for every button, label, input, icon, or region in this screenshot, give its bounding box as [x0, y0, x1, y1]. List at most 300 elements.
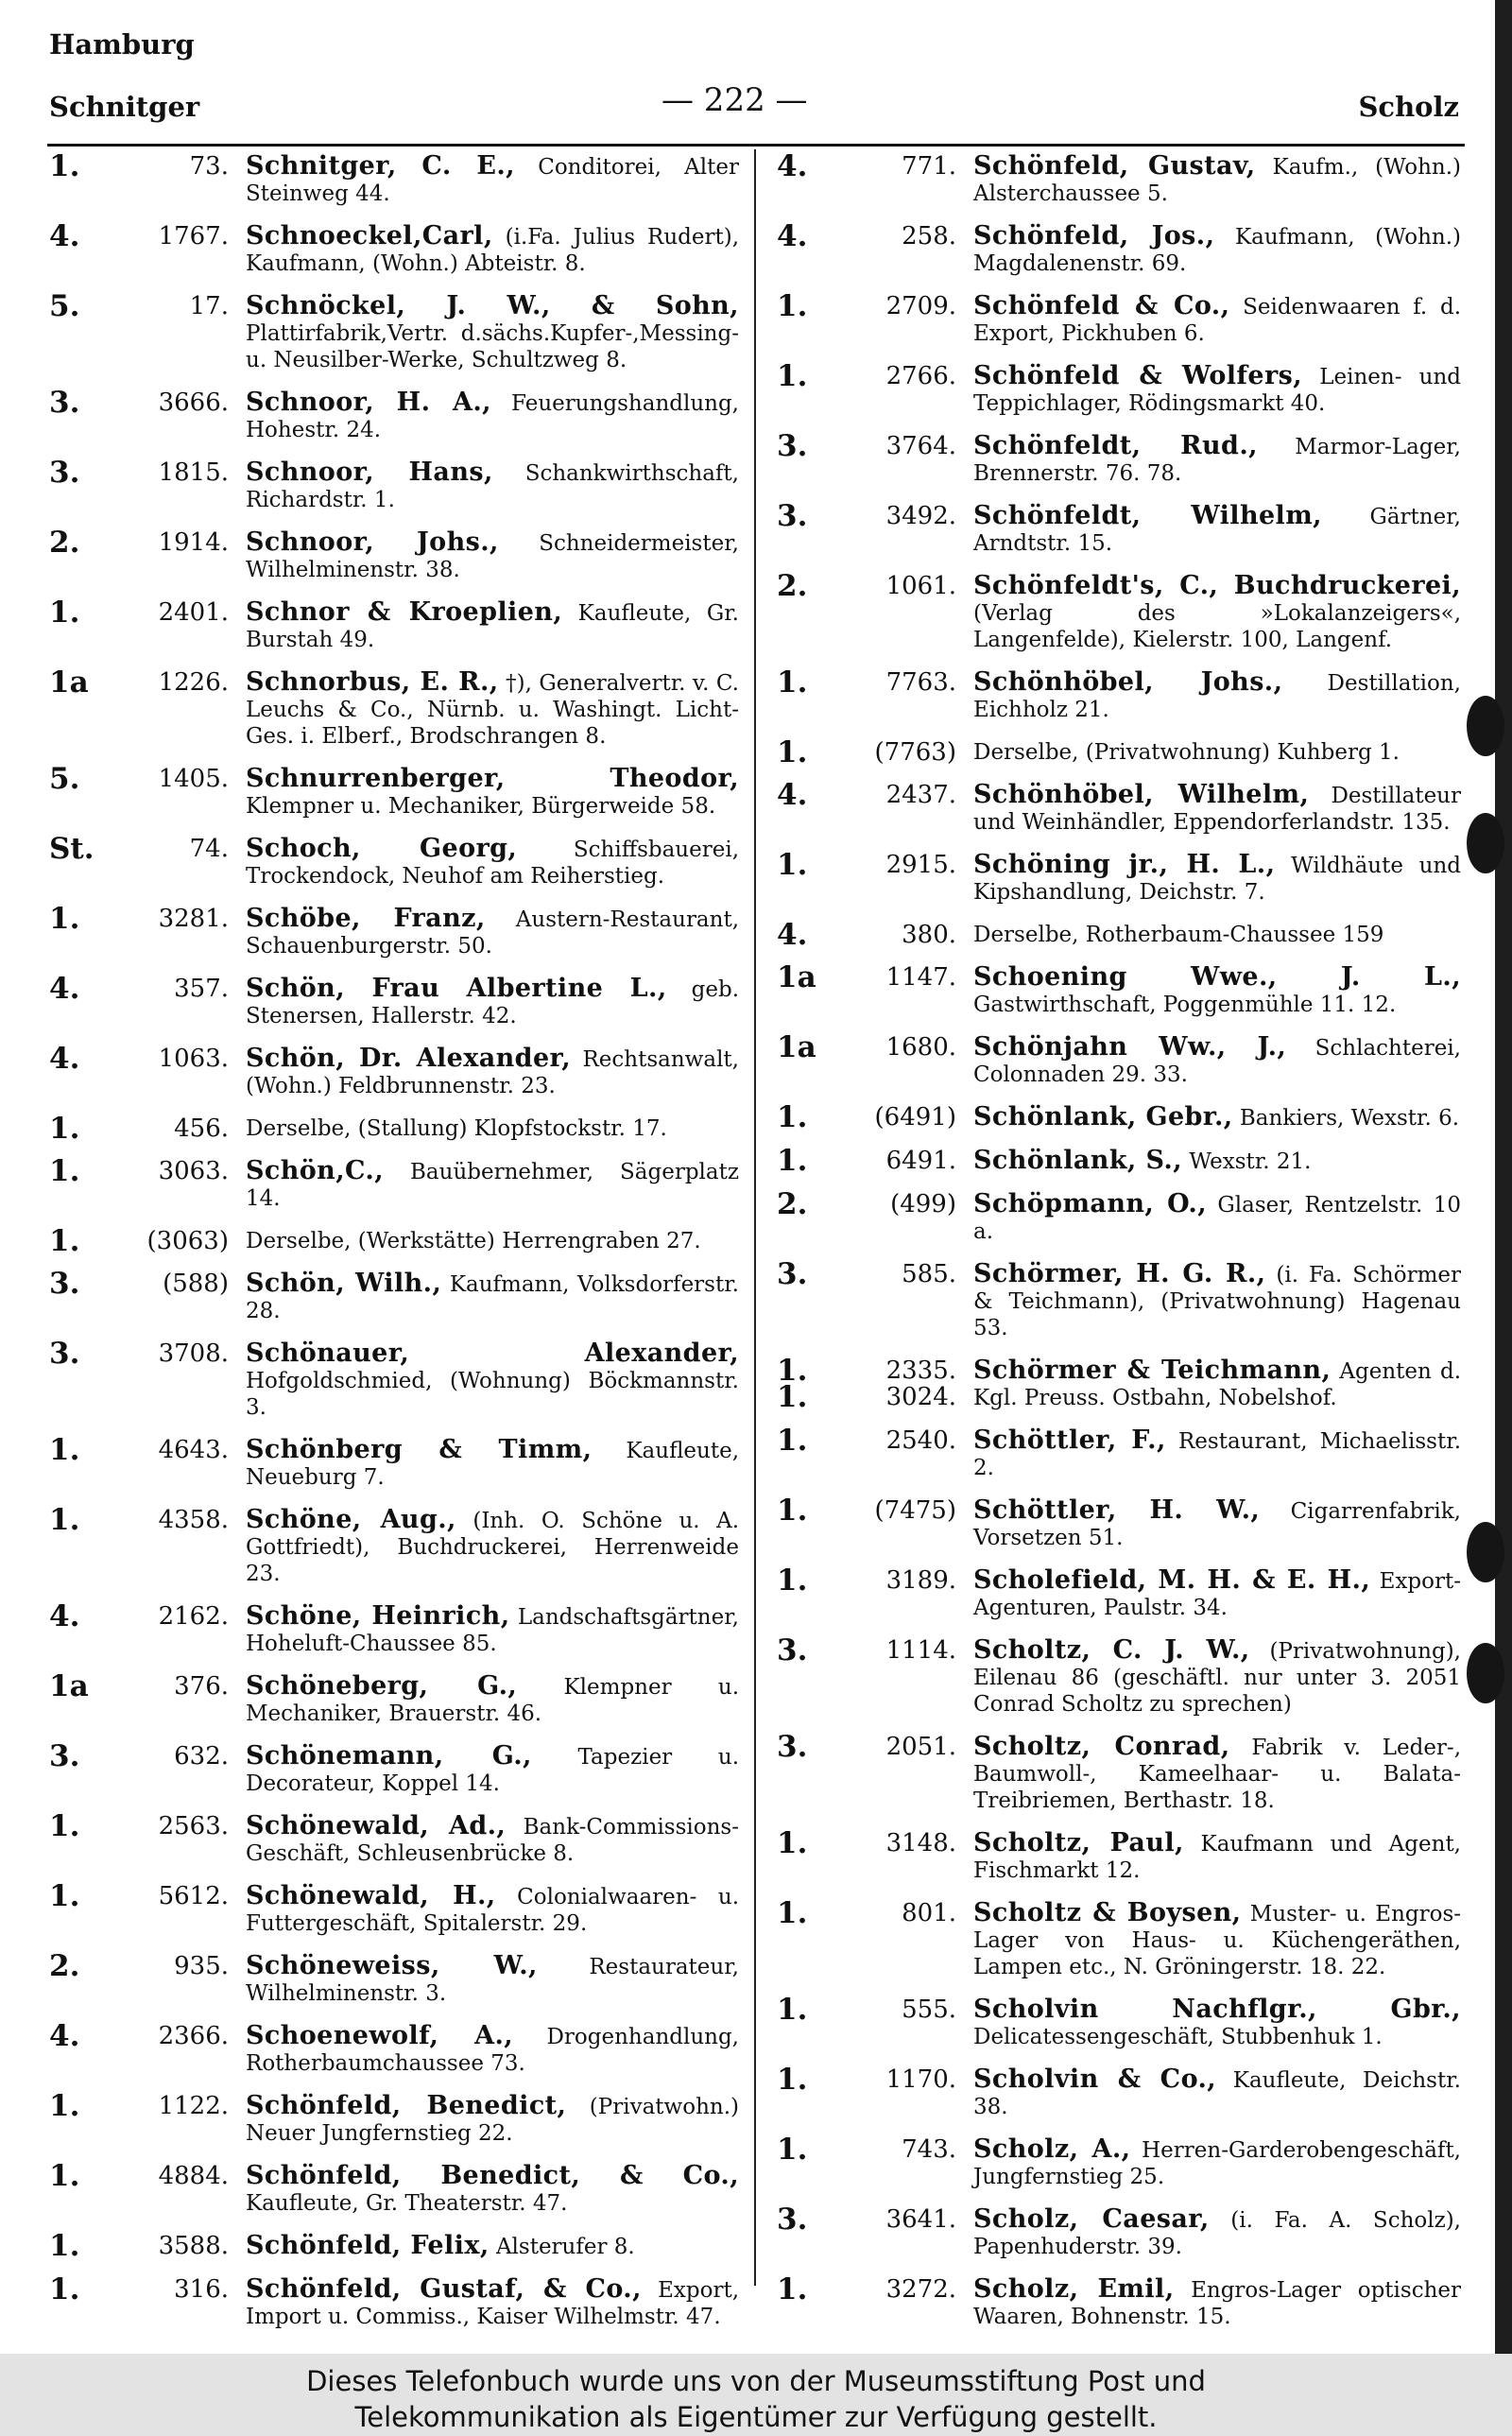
entry-phone-number: (499) — [890, 1190, 956, 1218]
entry-zone: 2. — [777, 1187, 808, 1221]
entry-name: Schön, Frau Albertine L., — [246, 974, 667, 1003]
entry-name: Schönauer, Alexander, — [246, 1339, 739, 1368]
directory-entry — [49, 456, 739, 513]
entry-zone: 1. — [49, 2229, 80, 2263]
entry-zone: 2. — [49, 1949, 80, 1983]
entry-details: Export, Import u. Commiss., Kaiser Wilhelmstr. 47. — [246, 2278, 740, 2329]
entry-zone: 4. — [49, 1599, 80, 1633]
header-rule — [47, 144, 1465, 147]
entry-zone: 1. — [49, 1112, 80, 1146]
directory-entry — [777, 499, 1461, 557]
entry-zone: 1a — [49, 1669, 89, 1703]
directory-entry — [49, 1879, 740, 1937]
entry-body — [973, 782, 1461, 836]
entry-body — [246, 1340, 739, 1421]
entry-zone: 4. — [777, 219, 808, 253]
entry-name: Schöne, Heinrich, — [246, 1601, 510, 1631]
entry-details: Kaufmann und Agent, Fischmarkt 12. — [973, 1832, 1461, 1883]
entry-details: †), Generalvertr. v. C. Leuchs & Co., Nürnb. u. Washingt. Licht-Ges. i. Elberf., Brodschrangen 8. — [246, 671, 739, 749]
entry-body — [246, 906, 739, 959]
entry-name: Schöbe, Franz, — [246, 904, 486, 933]
entry-details: Delicatessengeschäft, Stubbenhuk 1. — [973, 2025, 1383, 2049]
entry-details: Hofgoldschmied, (Wohnung) Böckmannstr. 3. — [246, 1369, 739, 1420]
entry-name: Schönfeldt's, C., Buchdruckerei, — [973, 571, 1461, 600]
entry-name: Schönfeld, Gustav, — [973, 151, 1256, 181]
directory-entry — [49, 1154, 739, 1212]
entry-details: Muster- u. Engros-Lager von Haus- u. Küchengeräthen, Lampen etc., N. Gröningerstr. 18. 22. — [973, 1902, 1462, 1979]
entry-phone-number: (3063) — [146, 1227, 229, 1255]
entry-details: Alsterufer 8. — [495, 2235, 635, 2259]
entry-body — [973, 1567, 1461, 1621]
entry-name: Schnöckel, J. W., & Sohn, — [246, 291, 739, 320]
directory-entry — [49, 526, 739, 583]
entry-zone: 3. — [777, 499, 808, 533]
entry-body — [246, 293, 739, 373]
entry-details: Restaurateur, Wilhelminenstr. 3. — [246, 1955, 739, 2006]
directory-entry — [49, 386, 739, 443]
entry-details: Kaufmann, (Wohn.) Magdalenenstr. 69. — [973, 225, 1461, 276]
binding-hole — [1467, 813, 1504, 873]
entry-phone-number: 771. — [902, 152, 956, 181]
entry-zone: 1. — [777, 1826, 808, 1860]
entry-phone-number: 74. — [189, 835, 229, 863]
entry-zone: 1. — [777, 735, 808, 769]
left-column — [49, 149, 740, 2346]
entry-name: Scholz, A., — [973, 2134, 1131, 2164]
entry-details: Marmor-Lager, Brennerstr. 76. 78. — [973, 435, 1461, 486]
directory-entry — [49, 219, 739, 277]
entry-zone: 1. — [49, 1433, 80, 1467]
entry-details: (Verlag des »Lokalanzeigers«, Langenfelde), Kielerstr. 100, Langenf. — [973, 601, 1461, 652]
entry-phone-number: 3588. — [158, 2232, 229, 2260]
entry-phone-number: 17. — [189, 292, 229, 320]
entry-details: Colonialwaaren- u. Futtergeschäft, Spitalerstr. 29. — [246, 1885, 740, 1936]
entry-body — [246, 599, 739, 653]
entry-details: Derselbe, Rotherbaum-Chaussee 159 — [973, 923, 1384, 947]
entry-body — [246, 1507, 739, 1587]
entry-name: Schöttler, H. W., — [973, 1495, 1261, 1525]
entry-zone: 1. — [49, 149, 80, 183]
entry-zone: 1. 1. — [777, 1354, 808, 1414]
directory-entry — [777, 359, 1461, 417]
entry-details: Fabrik v. Leder-, Baumwoll-, Kameelhaar- u. Balata-Treibriemen, Berthastr. 18. — [973, 1736, 1462, 1813]
entry-details: Bankiers, Wexstr. 6. — [1239, 1106, 1460, 1131]
entry-body — [973, 573, 1461, 653]
entry-name: Schönewald, Ad., — [246, 1811, 507, 1840]
entry-name: Schönberg & Timm, — [246, 1435, 593, 1464]
entry-name: Schnoor, H. A., — [246, 388, 491, 417]
entry-zone: 3. — [777, 1730, 808, 1764]
entry-zone: 1a — [777, 960, 816, 994]
entry-body — [973, 293, 1461, 347]
entry-zone: 1. — [777, 1100, 808, 1134]
entry-zone: 1. — [49, 1154, 80, 1188]
entry-body — [246, 1437, 739, 1491]
entry-phone-number: 2766. — [885, 362, 956, 390]
entry-phone-number: 456. — [174, 1114, 229, 1143]
entry-zone: 1. — [49, 1224, 80, 1258]
entry-name: Schönfeld, Felix, — [246, 2231, 490, 2260]
directory-entry — [777, 1896, 1462, 1980]
entry-body — [973, 2136, 1461, 2190]
entry-details: Schiffsbauerei, Trockendock, Neuhof am Reiherstieg. — [246, 838, 740, 889]
entry-body — [246, 2233, 739, 2260]
entry-body — [246, 976, 739, 1029]
entry-details: (i. Fa. A. Scholz), Papenhuderstr. 39. — [973, 2208, 1461, 2259]
entry-body — [973, 964, 1461, 1018]
entry-body — [246, 2163, 739, 2217]
entry-details: Glaser, Rentzelstr. 10 a. — [973, 1193, 1462, 1244]
entry-details: Klempner u. Mechaniker, Bürgerweide 58. — [246, 794, 716, 819]
entry-phone-number: (7475) — [874, 1496, 956, 1525]
entry-details: Bauübernehmer, Sägerplatz 14. — [246, 1160, 739, 1211]
directory-entry — [777, 1144, 1461, 1178]
entry-body — [973, 1996, 1461, 2050]
entry-body — [246, 669, 739, 750]
entry-details: geb. Stenersen, Hallerstr. 42. — [246, 977, 740, 1028]
entry-body — [246, 153, 739, 207]
entry-name: Scholtz, C. J. W., — [973, 1635, 1250, 1665]
entry-details: Engros-Lager optischer Waaren, Bohnenstr. 15. — [973, 2278, 1462, 2329]
directory-entry — [49, 149, 739, 207]
entry-phone-number: (588) — [163, 1270, 229, 1298]
entry-name: Schnor & Kroeplien, — [246, 597, 563, 627]
entry-details: Destillation, Eichholz 21. — [973, 671, 1461, 722]
entry-name: Schöning jr., H. L., — [973, 850, 1276, 879]
entry-body — [246, 389, 739, 443]
directory-entry — [49, 1267, 739, 1324]
entry-body — [246, 1228, 739, 1254]
entry-phone-number: 1815. — [158, 458, 229, 487]
entry-zone: 1. — [777, 289, 808, 323]
entry-zone: 1. — [777, 2133, 808, 2167]
entry-phone-number: 3272. — [885, 2275, 956, 2304]
entry-body — [246, 1883, 739, 1937]
entry-phone-number: 357. — [174, 975, 229, 1003]
entry-body — [973, 922, 1461, 948]
entry-zone: 1. — [777, 1144, 808, 1178]
entry-zone: 3. — [777, 1633, 808, 1667]
directory-entry — [777, 149, 1461, 207]
entry-body — [246, 2093, 739, 2147]
entry-phone-number: 3666. — [158, 389, 229, 417]
entry-details: Schankwirthschaft, Richardstr. 1. — [246, 461, 739, 512]
entry-body — [246, 2276, 739, 2330]
entry-name: Schoening Wwe., J. L., — [973, 962, 1461, 992]
entry-details: Landschaftsgärtner, Hoheluft-Chaussee 85. — [246, 1605, 739, 1656]
entry-phone-number: 316. — [174, 2275, 229, 2304]
entry-details: Restaurant, Michaelisstr. 2. — [973, 1429, 1462, 1480]
entry-zone: 3. — [49, 1267, 80, 1301]
directory-entry — [49, 1112, 739, 1146]
directory-entry — [49, 902, 740, 959]
entry-body — [246, 459, 739, 513]
entry-body — [246, 223, 739, 277]
entry-phone-number: 2437. — [885, 781, 956, 809]
entry-body — [246, 1743, 739, 1797]
entry-body — [246, 1673, 739, 1727]
entry-zone: 1. — [777, 1494, 808, 1528]
directory-entry — [49, 665, 739, 750]
entry-body — [973, 2206, 1461, 2260]
directory-entry — [49, 596, 739, 653]
directory-entry — [777, 1100, 1461, 1134]
directory-entry — [49, 1503, 740, 1587]
directory-entry — [49, 1599, 739, 1657]
entry-name: Schönfeld, Jos., — [973, 221, 1215, 251]
directory-entry — [777, 1187, 1462, 1245]
directory-entry — [49, 2272, 740, 2330]
entry-body — [246, 1158, 739, 1212]
entry-name: Scholz, Caesar, — [973, 2204, 1210, 2234]
entry-body — [246, 766, 739, 820]
entry-zone: 1. — [49, 1503, 80, 1537]
entry-body — [973, 1148, 1461, 1175]
entry-phone-number: 380. — [902, 921, 956, 949]
entry-body — [973, 1104, 1461, 1132]
entry-zone: 5. — [49, 762, 80, 796]
entry-phone-number: 4358. — [158, 1506, 229, 1534]
entry-details: Wexstr. 21. — [1189, 1149, 1312, 1174]
entry-zone: 4. — [49, 972, 80, 1006]
directory-entry — [777, 1564, 1462, 1621]
directory-entry — [777, 1730, 1462, 1814]
entry-phone-number: 743. — [902, 2135, 956, 2164]
entry-details: Schneidermeister, Wilhelminenstr. 38. — [246, 531, 739, 582]
entry-details: Bank-Commissions-Geschäft, Schleusenbrücke 8. — [246, 1815, 740, 1866]
entry-name: Schnurrenberger, Theodor, — [246, 764, 739, 793]
entry-details: Wildhäute und Kipshandlung, Deichstr. 7. — [973, 854, 1462, 905]
entry-name: Schöneweiss, W., — [246, 1951, 538, 1980]
entry-phone-number: 1063. — [158, 1045, 229, 1073]
directory-entry — [777, 289, 1462, 347]
header-left-keyword: Schnitger — [49, 91, 200, 123]
entry-phone-number: 1122. — [158, 2092, 229, 2120]
entry-name: Schnoeckel,Carl, — [246, 221, 493, 251]
entry-phone-number: 632. — [174, 1742, 229, 1771]
directory-entry — [49, 1224, 739, 1258]
entry-phone-number: 2366. — [158, 2022, 229, 2050]
entry-details: Destillateur und Weinhändler, Eppendorferlandstr. 135. — [973, 784, 1461, 835]
entry-zone: 3. — [49, 386, 80, 420]
entry-zone: St. — [49, 832, 94, 866]
entry-phone-number: 4643. — [158, 1436, 229, 1464]
directory-entry — [49, 289, 739, 373]
entry-zone: 4. — [777, 918, 808, 952]
entry-phone-number: 3063. — [158, 1157, 229, 1185]
directory-entry — [777, 2063, 1461, 2120]
entry-phone-number: 3148. — [885, 1829, 956, 1857]
directory-entry — [777, 2272, 1462, 2330]
directory-entry — [49, 1739, 740, 1797]
header-city: Hamburg — [49, 28, 195, 60]
entry-details: Feuerungshandlung, Hohestr. 24. — [246, 391, 739, 442]
entry-name: Schönhöbel, Johs., — [973, 667, 1283, 697]
entry-zone: 1. — [777, 2063, 808, 2097]
entry-zone: 4. — [49, 219, 80, 253]
entry-body — [973, 1191, 1461, 1245]
entry-details: Kaufleute, Deichstr. 38. — [973, 2068, 1461, 2119]
entry-name: Schönfeld, Benedict, — [246, 2091, 567, 2120]
entry-details: Export-Agenturen, Paulstr. 34. — [973, 1569, 1462, 1620]
entry-body — [246, 1270, 739, 1324]
directory-entry — [49, 972, 740, 1029]
entry-body — [973, 1034, 1461, 1088]
entry-zone: 1. — [49, 1809, 80, 1843]
entry-phone-number: 2162. — [158, 1602, 229, 1631]
directory-entry — [777, 1354, 1462, 1414]
entry-name: Scholtz, Paul, — [973, 1828, 1184, 1857]
entry-zone: 3. — [777, 1257, 808, 1291]
entry-zone: 4. — [777, 149, 808, 183]
entry-body — [973, 1637, 1461, 1718]
directory-entry — [777, 665, 1461, 723]
entry-phone-number: 1914. — [158, 528, 229, 557]
entry-body — [973, 1497, 1461, 1551]
directory-entry — [49, 1949, 739, 2007]
entry-phone-number: 555. — [902, 1995, 956, 2024]
directory-entry — [49, 1809, 740, 1867]
footer-line-2: Telekommunikation als Eigentümer zur Verfügung gestellt. — [354, 2401, 1158, 2433]
entry-body — [246, 1813, 739, 1867]
directory-entry — [777, 569, 1461, 653]
entry-zone: 1. — [777, 665, 808, 700]
entry-phone-number: 1405. — [158, 765, 229, 793]
entry-zone: 1. — [777, 1564, 808, 1598]
entry-name: Schönewald, H., — [246, 1881, 496, 1910]
entry-zone: 1. — [777, 848, 808, 882]
entry-zone: 1. — [49, 2159, 80, 2193]
entry-phone-number: 3641. — [885, 2205, 956, 2234]
entry-details: Kaufleute, Gr. Theaterstr. 47. — [246, 2191, 568, 2216]
entry-details: Derselbe, (Privatwohnung) Kuhberg 1. — [973, 740, 1400, 765]
directory-entry — [49, 2019, 739, 2077]
entry-zone: 1. — [49, 596, 80, 630]
entry-phone-number: 3708. — [158, 1339, 229, 1368]
entry-name: Schöpmann, O., — [973, 1189, 1208, 1218]
entry-phone-number: 801. — [902, 1899, 956, 1927]
entry-phone-number: 5612. — [158, 1882, 229, 1910]
entry-zone: 3. — [49, 1337, 80, 1371]
directory-entry — [777, 2203, 1461, 2260]
entry-body — [973, 153, 1461, 207]
entry-phone-number: 3492. — [885, 502, 956, 530]
directory-entry — [49, 1337, 739, 1421]
entry-phone-number: 585. — [902, 1260, 956, 1288]
entry-phone-number: 1170. — [885, 2065, 956, 2094]
entry-phone-number: (7763) — [874, 738, 956, 767]
entry-name: Schönfeldt, Wilhelm, — [973, 501, 1322, 530]
directory-entry — [777, 735, 1461, 769]
entry-zone: 3. — [777, 2203, 808, 2237]
entry-details: Leinen- und Teppichlager, Rödingsmarkt 40. — [973, 365, 1461, 416]
entry-zone: 4. — [49, 1042, 80, 1076]
directory-entry — [777, 848, 1462, 906]
entry-body — [973, 1261, 1461, 1341]
entry-details: Klempner u. Mechaniker, Brauerstr. 46. — [246, 1675, 740, 1726]
entry-name: Schön,C., — [246, 1156, 385, 1185]
entry-phone-number: 2335. 3024. — [885, 1356, 956, 1411]
entry-phone-number: 73. — [189, 152, 229, 181]
entry-zone: 1a — [777, 1030, 816, 1064]
entry-name: Scholefield, M. H. & E. H., — [973, 1565, 1371, 1595]
entry-name: Scholtz, Conrad, — [973, 1732, 1230, 1761]
entry-zone: 4. — [49, 2019, 80, 2053]
directory-entry — [49, 2229, 739, 2263]
entry-phone-number: 1114. — [885, 1636, 956, 1665]
directory-entry — [49, 1669, 740, 1727]
entry-name: Schönfeld & Wolfers, — [973, 361, 1303, 390]
entry-body — [246, 1115, 739, 1142]
entry-phone-number: 1061. — [885, 572, 956, 600]
entry-body — [973, 1357, 1461, 1411]
entry-phone-number: 258. — [902, 222, 956, 251]
directory-entry — [777, 1257, 1461, 1341]
entry-name: Schöne, Aug., — [246, 1505, 456, 1534]
entry-phone-number: 6491. — [885, 1147, 956, 1175]
entry-name: Schönfeld, Gustaf, & Co., — [246, 2274, 642, 2304]
entry-body — [973, 669, 1461, 723]
entry-zone: 2. — [49, 526, 80, 560]
entry-body — [246, 1045, 739, 1099]
entry-name: Schoch, Georg, — [246, 834, 518, 863]
entry-body — [973, 1734, 1461, 1814]
entry-name: Schönlank, S., — [973, 1146, 1183, 1175]
entry-name: Schöneberg, G., — [246, 1671, 518, 1701]
entry-phone-number: 935. — [174, 1952, 229, 1980]
directory-entry — [49, 2159, 739, 2217]
entry-body — [246, 529, 739, 583]
directory-entry — [777, 1633, 1461, 1718]
entry-name: Schönlank, Gebr., — [973, 1102, 1233, 1132]
footer-line-1: Dieses Telefonbuch wurde uns von der Museumsstiftung Post und — [306, 2365, 1206, 2397]
entry-details: Rechtsanwalt, (Wohn.) Feldbrunnenstr. 23. — [246, 1047, 739, 1098]
entry-details: Austern-Restaurant, Schauenburgerstr. 50. — [246, 907, 740, 959]
entry-name: Schnoor, Johs., — [246, 527, 499, 557]
entry-details: Kaufm., (Wohn.) Alsterchaussee 5. — [973, 155, 1461, 206]
entry-name: Scholvin & Co., — [973, 2065, 1217, 2094]
entry-name: Schönfeld & Co., — [973, 291, 1230, 320]
binding-hole — [1467, 696, 1504, 756]
entry-phone-number: 2401. — [158, 598, 229, 627]
entry-phone-number: 3189. — [885, 1566, 956, 1595]
entry-body — [246, 1953, 739, 2007]
entry-details: (i.Fa. Julius Rudert), Kaufmann, (Wohn.) Abteistr. 8. — [246, 225, 739, 276]
entry-phone-number: 7763. — [885, 668, 956, 697]
directory-entry — [777, 2133, 1461, 2190]
entry-phone-number: 3281. — [158, 905, 229, 933]
entry-zone: 1. — [777, 1993, 808, 2027]
entry-zone: 1. — [777, 1424, 808, 1458]
entry-details: Conditorei, Alter Steinweg 44. — [246, 155, 739, 206]
binding-hole — [1467, 1522, 1504, 1582]
entry-name: Schönfeldt, Rud., — [973, 431, 1258, 460]
entry-zone: 4. — [777, 778, 808, 812]
directory-entry — [777, 960, 1461, 1018]
entry-phone-number: 1680. — [885, 1033, 956, 1062]
entry-body — [973, 2276, 1461, 2330]
entry-details: Cigarrenfabrik, Vorsetzen 51. — [973, 1499, 1461, 1550]
entry-body — [973, 363, 1461, 417]
entry-name: Schnoor, Hans, — [246, 458, 493, 487]
binding-spine — [1495, 0, 1512, 2354]
binding-hole — [1467, 1643, 1504, 1703]
directory-entry — [777, 778, 1461, 836]
entry-zone: 1. — [777, 359, 808, 393]
directory-entry — [49, 832, 740, 890]
entry-phone-number: 2540. — [885, 1426, 956, 1455]
entry-body — [973, 223, 1461, 277]
